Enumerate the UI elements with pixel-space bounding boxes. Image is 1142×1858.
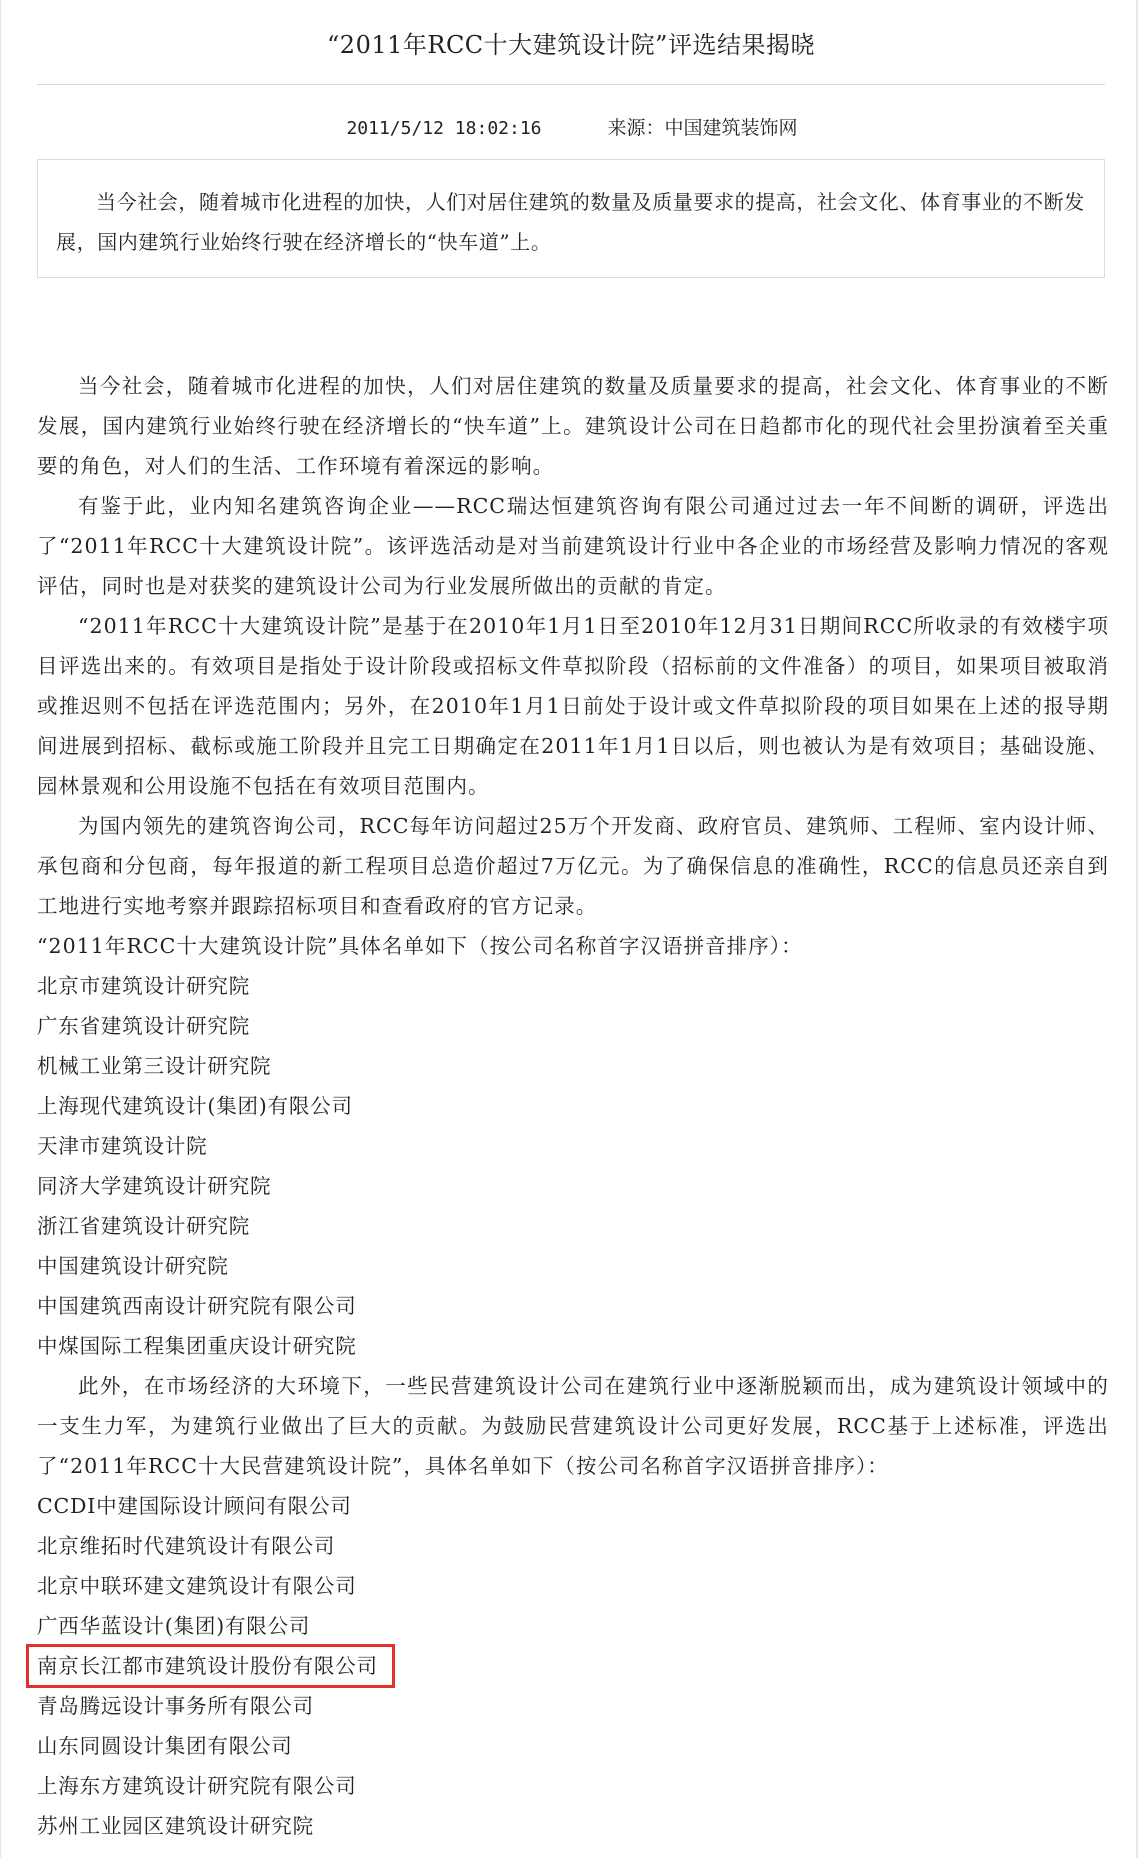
summary-text: 当今社会，随着城市化进程的加快，人们对居住建筑的数量及质量要求的提高，社会文化、体育事业的不断发展，国内建筑行业始终行驶在经济增长的“快车道”上。 <box>56 190 1085 254</box>
list1-item: 中煤国际工程集团重庆设计研究院 <box>37 1334 357 1358</box>
paragraph-5: 此外，在市场经济的大环境下，一些民营建筑设计公司在建筑行业中逐渐脱颖而出，成为建筑设计领域中的一支生力军，为建筑行业做出了巨大的贡献。为鼓励民营建筑设计公司更好发展，RCC基于上述标准，评选出了“2011年RCC十大民营建筑设计院”，具体名单如下（按公司名称首字汉语拼音排序）： <box>37 1374 1109 1478</box>
list2-item: CCDI中建国际设计顾问有限公司 <box>37 1494 352 1518</box>
list2-item-highlighted <box>37 1646 1109 1686</box>
source-label: 来源： <box>607 117 665 139</box>
list2-item: 苏州工业园区建筑设计研究院 <box>37 1814 314 1838</box>
list1-item: 机械工业第三设计研究院 <box>37 1054 272 1078</box>
list1-item: 广东省建筑设计研究院 <box>37 1014 250 1038</box>
publish-date: 2011/5/12 18:02:16 <box>346 118 542 139</box>
paragraph-3: “2011年RCC十大建筑设计院”是基于在2010年1月1日至2010年12月31日期间RCC所收录的有效楼宇项目评选出来的。有效项目是指处于设计阶段或招标文件草拟阶段（招标前的文件准备）的项目，如果项目被取消或推迟则不包括在评选范围内；另外，在2010年1月1日前处于设计或文件草拟阶段的项目如果在上述的报导期间进展到招标、截标或施工阶段并且完工日期确定在2011年1月1日以后，则也被认为是有效项目；基础设施、园林景观和公用设施不包括在有效项目范围内。 <box>37 614 1109 798</box>
list1-item: 中国建筑设计研究院 <box>37 1254 229 1278</box>
list1-item: 同济大学建筑设计研究院 <box>37 1174 272 1198</box>
list2-item: 北京维拓时代建筑设计有限公司 <box>37 1534 336 1558</box>
list1-item: 浙江省建筑设计研究院 <box>37 1214 250 1238</box>
paragraph-2: 有鉴于此，业内知名建筑咨询企业——RCC瑞达恒建筑咨询有限公司通过过去一年不间断的调研，评选出了“2011年RCC十大建筑设计院”。该评选活动是对当前建筑设计行业中各企业的市场经营及影响力情况的客观评估，同时也是对获奖的建筑设计公司为行业发展所做出的贡献的肯定。 <box>37 494 1109 598</box>
list2-item: 北京中联环建文建筑设计有限公司 <box>37 1574 357 1598</box>
list1-item: 北京市建筑设计研究院 <box>37 974 250 998</box>
article-meta <box>1 114 1142 143</box>
summary-box <box>37 159 1105 278</box>
list2-item: 青岛腾远设计事务所有限公司 <box>37 1694 314 1718</box>
article-body <box>37 366 1109 1846</box>
article-title: “2011年RCC十大建筑设计院”评选结果揭晓 <box>327 31 815 59</box>
list1-item: 上海现代建筑设计(集团)有限公司 <box>37 1094 353 1118</box>
paragraph-1: 当今社会，随着城市化进程的加快，人们对居住建筑的数量及质量要求的提高，社会文化、体育事业的不断发展，国内建筑行业始终行驶在经济增长的“快车道”上。建筑设计公司在日趋都市化的现代社会里扮演着至关重要的角色，对人们的生活、工作环境有着深远的影响。 <box>37 374 1109 478</box>
list2-item: 上海东方建筑设计研究院有限公司 <box>37 1774 357 1798</box>
list2-item: 山东同圆设计集团有限公司 <box>37 1734 293 1758</box>
paragraph-4: 为国内领先的建筑咨询公司，RCC每年访问超过25万个开发商、政府官员、建筑师、工程师、室内设计师、承包商和分包商，每年报道的新工程项目总造价超过7万亿元。为了确保信息的准确性，RCC的信息员还亲自到工地进行实地考察并跟踪招标项目和查看政府的官方记录。 <box>37 814 1109 918</box>
title-divider <box>37 84 1105 85</box>
source-name: 中国建筑装饰网 <box>664 117 798 139</box>
list1-item: 天津市建筑设计院 <box>37 1134 208 1158</box>
list1-item: 中国建筑西南设计研究院有限公司 <box>37 1294 357 1318</box>
list1-intro: “2011年RCC十大建筑设计院”具体名单如下（按公司名称首字汉语拼音排序）： <box>37 934 803 958</box>
list2-item: 广西华蓝设计(集团)有限公司 <box>37 1614 311 1638</box>
highlight-box: 南京长江都市建筑设计股份有限公司 <box>29 1647 392 1685</box>
